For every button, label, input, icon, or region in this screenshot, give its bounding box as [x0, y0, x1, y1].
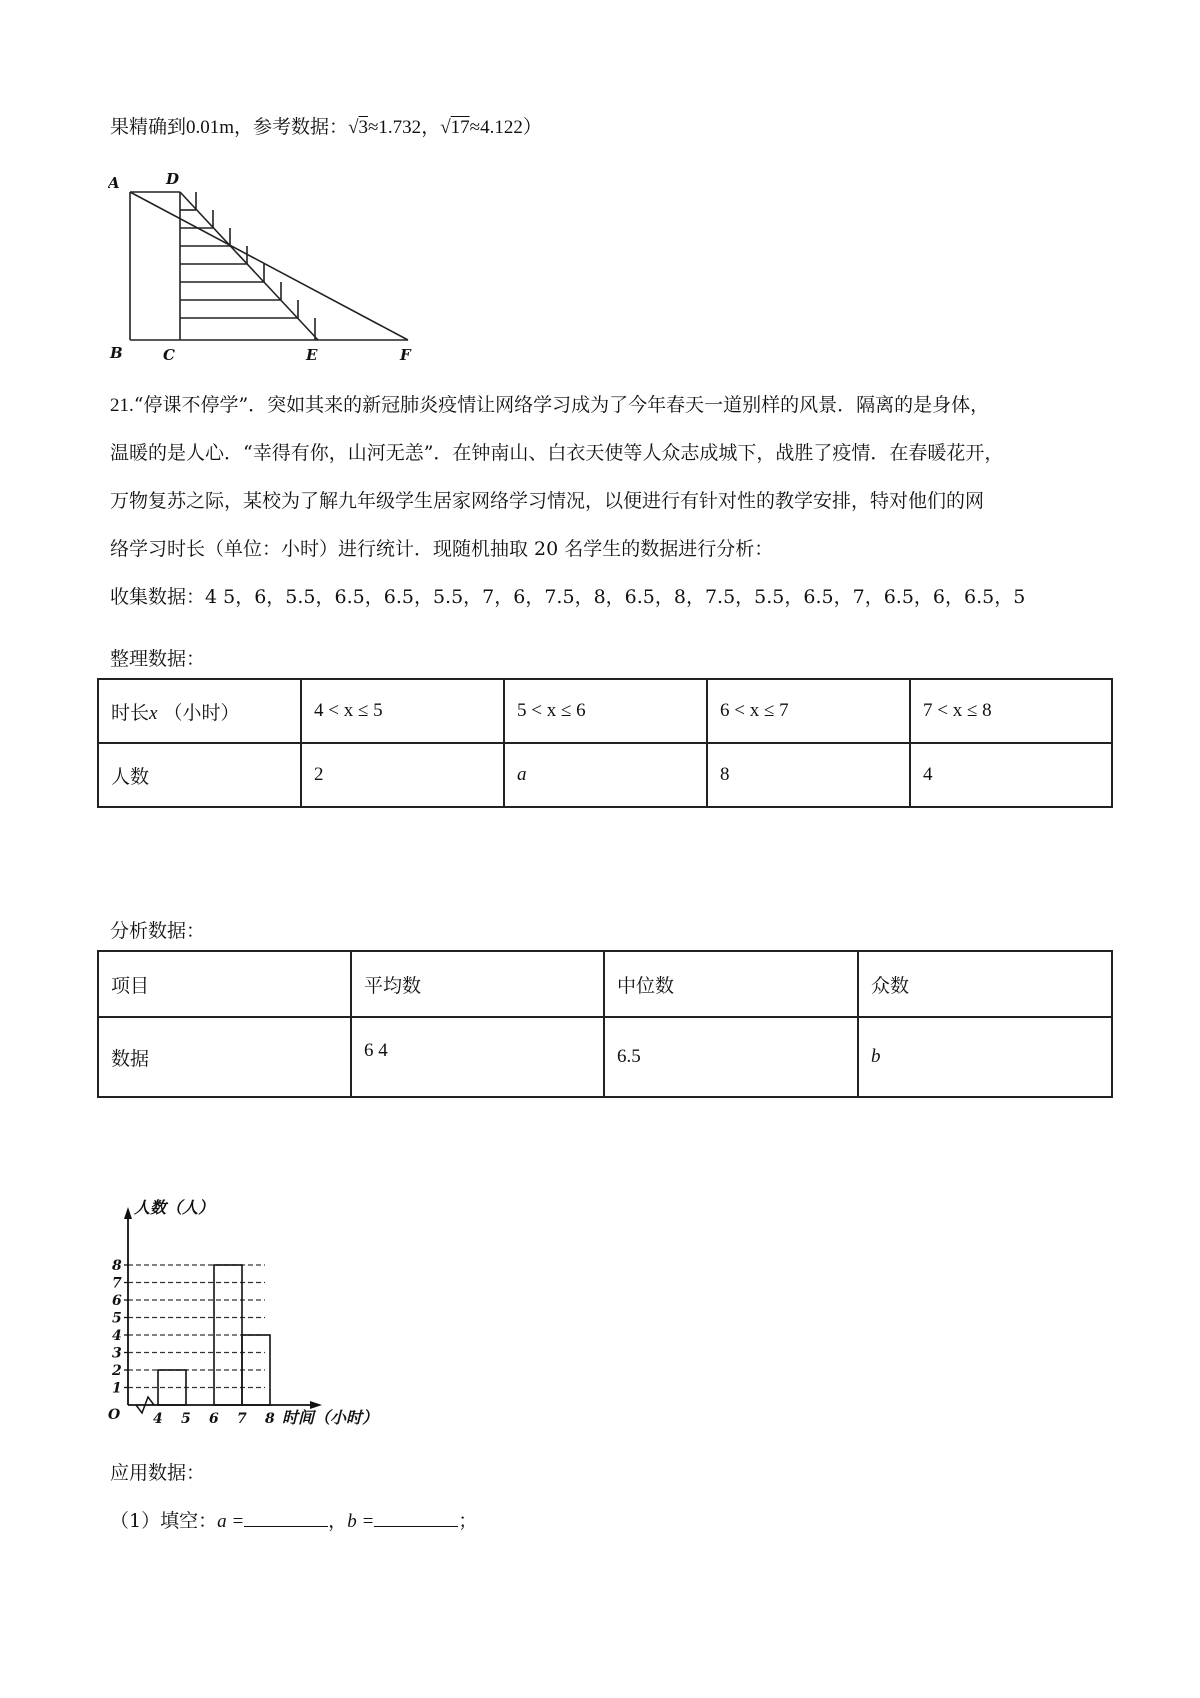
y-axis-title: 人数（人） [134, 1198, 215, 1217]
answer-b-blank[interactable] [374, 1508, 458, 1527]
header-mid: ，参考数据： [234, 116, 349, 138]
y-tick-label: 3 [112, 1345, 122, 1362]
question-1-line: （1）填空：a = ，b = ； [110, 1510, 478, 1532]
statistics-table-header-row [98, 951, 1112, 1017]
interval-cell: 6 < x ≤ 7 [707, 679, 910, 743]
problem-line-1: 21.“停课不停学”．突如其来的新冠肺炎疫情让网络学习成为了今年春天一道别样的风景．隔离的是身体， [110, 394, 990, 416]
analyze-title: 分析数据： [110, 920, 206, 942]
x-tick-label: 7 [237, 1411, 247, 1427]
count-label-cell: 人数 [98, 743, 301, 807]
organize-title: 整理数据： [110, 648, 206, 670]
label-d: D [166, 170, 180, 188]
problem-number: 21. [110, 395, 134, 416]
apply-title: 应用数据： [110, 1462, 206, 1484]
sqrt3-expression: √3≈1.732 [348, 117, 422, 138]
label-c: C [163, 346, 175, 364]
x-tick-label: 6 [209, 1411, 219, 1427]
x-tick-label: 8 [265, 1411, 275, 1427]
count-cell: 4 [910, 743, 1112, 807]
statistics-table [97, 950, 1113, 1098]
interval-cell: 4 < x ≤ 5 [301, 679, 504, 743]
mean-value-cell: 6 4 [351, 1017, 604, 1097]
interval-cell: 5 < x ≤ 6 [504, 679, 707, 743]
problem-line-3: 万物复苏之际，某校为了解九年级学生居家网络学习情况，以便进行有针对性的教学安排，特对他们的网 [110, 490, 985, 512]
header-prefix: 果精确到 [110, 116, 187, 138]
problem-line-4: 络学习时长（单位：小时）进行统计．现随机抽取 20 名学生的数据进行分析： [110, 538, 774, 560]
median-value-cell: 6.5 [604, 1017, 858, 1097]
answer-a-blank[interactable] [244, 1508, 328, 1527]
frequency-table [97, 678, 1113, 808]
x-axis-title: 时间（小时） [282, 1408, 379, 1427]
label-e: E [306, 346, 318, 364]
sqrt17-approx: ≈4.122 [469, 117, 523, 138]
stat-header-cell: 平均数 [351, 951, 604, 1017]
duration-header-cell: 时长x （小时） [98, 679, 301, 743]
stat-header-cell: 项目 [98, 951, 351, 1017]
collected-data-line: 收集数据：4 5，6，5.5，6.5，6.5，5.5，7，6，7.5，8，6.5，8，7.5，5.5，6.5，7，6.5，6，6.5，5 [110, 586, 1026, 608]
precision-value: 0.01m [186, 117, 235, 138]
sqrt17-expression: √17≈4.122 [440, 117, 523, 138]
x-tick-label: 4 [153, 1411, 163, 1427]
stat-row-label-cell: 数据 [98, 1017, 351, 1097]
frequency-table-header-row [98, 679, 1112, 743]
origin-label: O [108, 1407, 121, 1423]
y-tick-label: 1 [112, 1380, 122, 1397]
header-end: ） [522, 116, 542, 138]
label-b: B [110, 344, 123, 362]
stat-header-cell: 众数 [858, 951, 1112, 1017]
frequency-table-count-row [98, 743, 1112, 807]
y-axis-arrow [124, 1207, 132, 1219]
y-tick-label: 7 [112, 1275, 122, 1292]
statistics-table-value-row [98, 1017, 1112, 1097]
sqrt3-approx: ≈1.732 [368, 117, 422, 138]
mode-value-cell: b [858, 1017, 1112, 1097]
label-f: F [400, 346, 411, 364]
stat-header-cell: 中位数 [604, 951, 858, 1017]
x-tick-label: 5 [181, 1411, 191, 1427]
count-cell: 2 [301, 743, 504, 807]
y-tick-label: 5 [112, 1310, 122, 1327]
count-cell: 8 [707, 743, 910, 807]
y-tick-label: 6 [112, 1293, 122, 1309]
stairs-geometry-figure [108, 168, 458, 368]
sqrt17-radicand: 17 [450, 117, 470, 138]
y-tick-label: 8 [112, 1258, 122, 1274]
count-cell: a [504, 743, 707, 807]
sqrt3-radicand: 3 [358, 117, 368, 138]
label-a: A [108, 174, 120, 192]
interval-cell: 7 < x ≤ 8 [910, 679, 1112, 743]
problem-line-2: 温暖的是人心．“幸得有你，山河无恙”．在钟南山、白衣天使等人众志成城下，战胜了疫情．在春暖花开， [110, 442, 1004, 464]
histogram-chart [100, 1195, 430, 1435]
y-tick-label: 4 [112, 1328, 122, 1344]
y-tick-label: 2 [112, 1363, 122, 1379]
reference-data-line: 果精确到0.01m，参考数据：√3≈1.732，√17≈4.122） [110, 116, 542, 138]
